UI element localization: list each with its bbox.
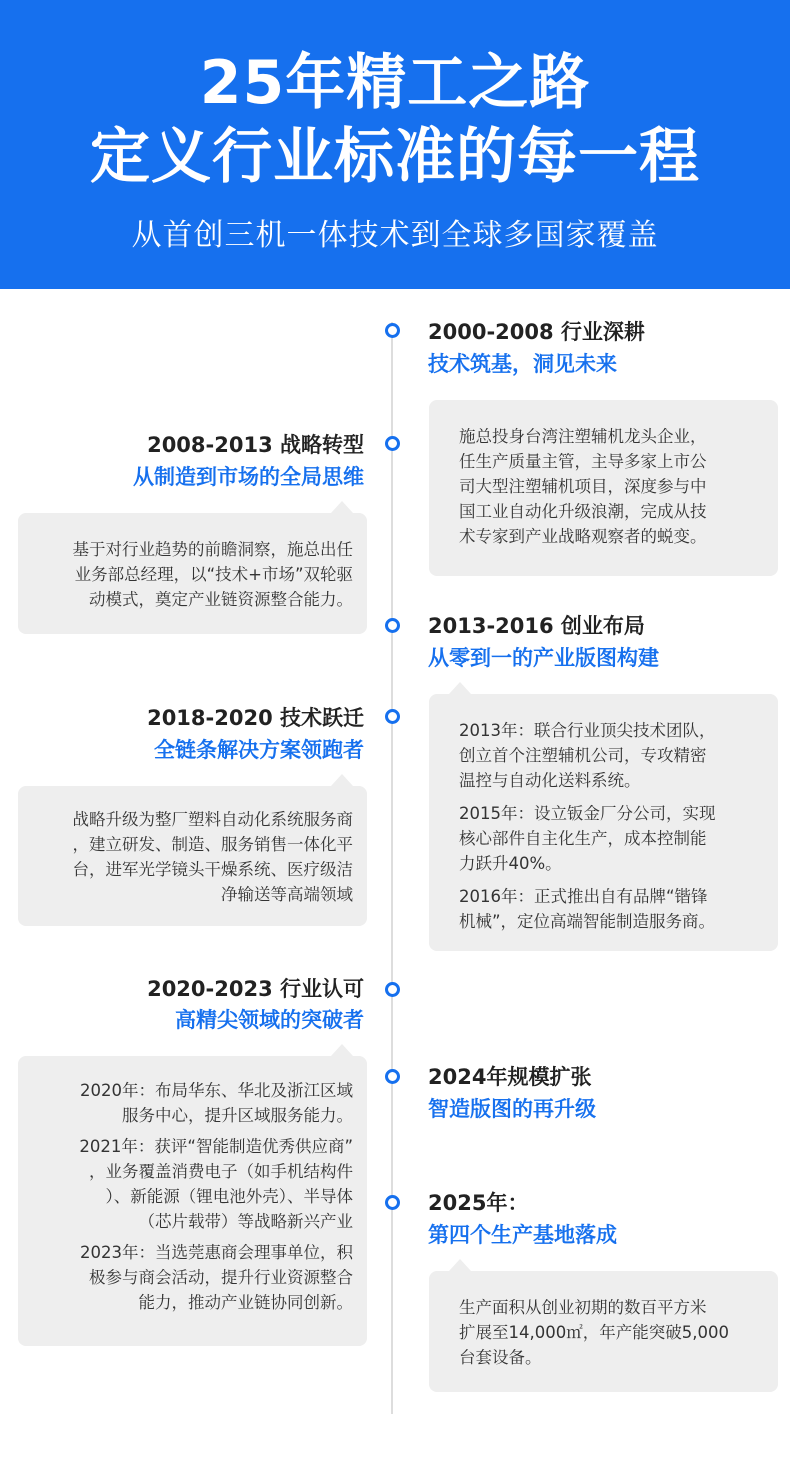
timeline-dot xyxy=(385,1195,400,1210)
timeline-period: 2008-2013 战略转型 xyxy=(147,433,364,457)
page-subtitle: 从首创三机一体技术到全球多国家覆盖 xyxy=(131,218,659,253)
card-paragraph: 2015年：设立钣金厂分公司，实现 核心部件自主化生产，成本控制能 力跃升40%。 xyxy=(459,804,716,873)
timeline-period: 2020-2023 行业认可 xyxy=(147,977,364,1001)
timeline-dot xyxy=(385,436,400,451)
timeline-period: 2000-2008 行业深耕 xyxy=(428,320,645,344)
card-paragraph: 2016年：正式推出自有品牌“锴锋 机械”，定位高端智能制造服务商。 xyxy=(459,887,716,931)
timeline-headline: 智造版图的再升级 xyxy=(428,1097,596,1121)
timeline-dot xyxy=(385,323,400,338)
card-paragraph: 生产面积从创业初期的数百平方米 扩展至14,000㎡，年产能突破5,000 台套设备。 xyxy=(459,1298,729,1367)
timeline-dot xyxy=(385,709,400,724)
card-paragraph: 施总投身台湾注塑辅机龙头企业， 任生产质量主管，主导多家上市公 司大型注塑辅机项目，深度参与中 国工业自动化升级浪潮，完成从技 术专家到产业战略观察者的蜕变。 xyxy=(459,427,707,546)
timeline-headline: 从制造到市场的全局思维 xyxy=(133,465,364,489)
timeline-headline: 全链条解决方案领跑者 xyxy=(154,738,364,762)
card-paragraph: 基于对行业趋势的前瞻洞察，施总出任 业务部总经理，以“技术+市场”双轮驱 动模式，奠定产业链资源整合能力。 xyxy=(72,540,353,609)
timeline-card xyxy=(429,1271,778,1392)
header-banner xyxy=(0,0,790,289)
timeline-dot xyxy=(385,618,400,633)
timeline-period: 2024年规模扩张 xyxy=(428,1065,592,1089)
card-paragraph: 2023年：当选莞惠商会理事单位，积 极参与商会活动，提升行业资源整合 能力，推动产业链协同创新。 xyxy=(80,1243,353,1312)
card-pointer xyxy=(331,501,353,513)
card-pointer xyxy=(331,774,353,786)
card-paragraph: 战略升级为整厂塑料自动化系统服务商 ，建立研发、制造、服务销售一体化平 台，进军光学镜头干燥系统、医疗级洁 净输送等高端领域 xyxy=(72,810,353,904)
timeline-card xyxy=(18,1056,367,1346)
timeline-headline: 从零到一的产业版图构建 xyxy=(428,646,659,670)
timeline-period: 2025年： xyxy=(428,1191,529,1215)
card-pointer xyxy=(331,1044,353,1056)
card-paragraph: 2013年：联合行业顶尖技术团队， 创立首个注塑辅机公司，专攻精密 温控与自动化送料系统。 xyxy=(459,721,716,790)
timeline-card xyxy=(429,694,778,951)
timeline-period: 2013-2016 创业布局 xyxy=(428,614,645,638)
timeline-period: 2018-2020 技术跃迁 xyxy=(147,706,364,730)
timeline-headline: 技术筑基，洞见未来 xyxy=(428,352,617,376)
card-pointer xyxy=(449,682,471,694)
timeline-dot xyxy=(385,1069,400,1084)
card-paragraph: 2020年：布局华东、华北及浙江区域 服务中心，提升区域服务能力。 xyxy=(80,1081,353,1125)
card-paragraph: 2021年：获评“智能制造优秀供应商” ，业务覆盖消费电子（如手机结构件 ）、新能源（锂电池外壳）、半导体 （芯片载带）等战略新兴产业 xyxy=(79,1137,353,1231)
timeline-card xyxy=(18,786,367,926)
timeline-headline: 第四个生产基地落成 xyxy=(428,1223,617,1247)
card-pointer xyxy=(449,1259,471,1271)
timeline-dot xyxy=(385,982,400,997)
timeline-card xyxy=(429,400,778,576)
page-title-line-1: 25年精工之路 xyxy=(199,48,591,118)
timeline-headline: 高精尖领域的突破者 xyxy=(175,1008,364,1032)
timeline-card xyxy=(18,513,367,634)
page-title-line-2: 定义行业标准的每一程 xyxy=(90,122,700,192)
timeline-line xyxy=(391,322,393,1414)
